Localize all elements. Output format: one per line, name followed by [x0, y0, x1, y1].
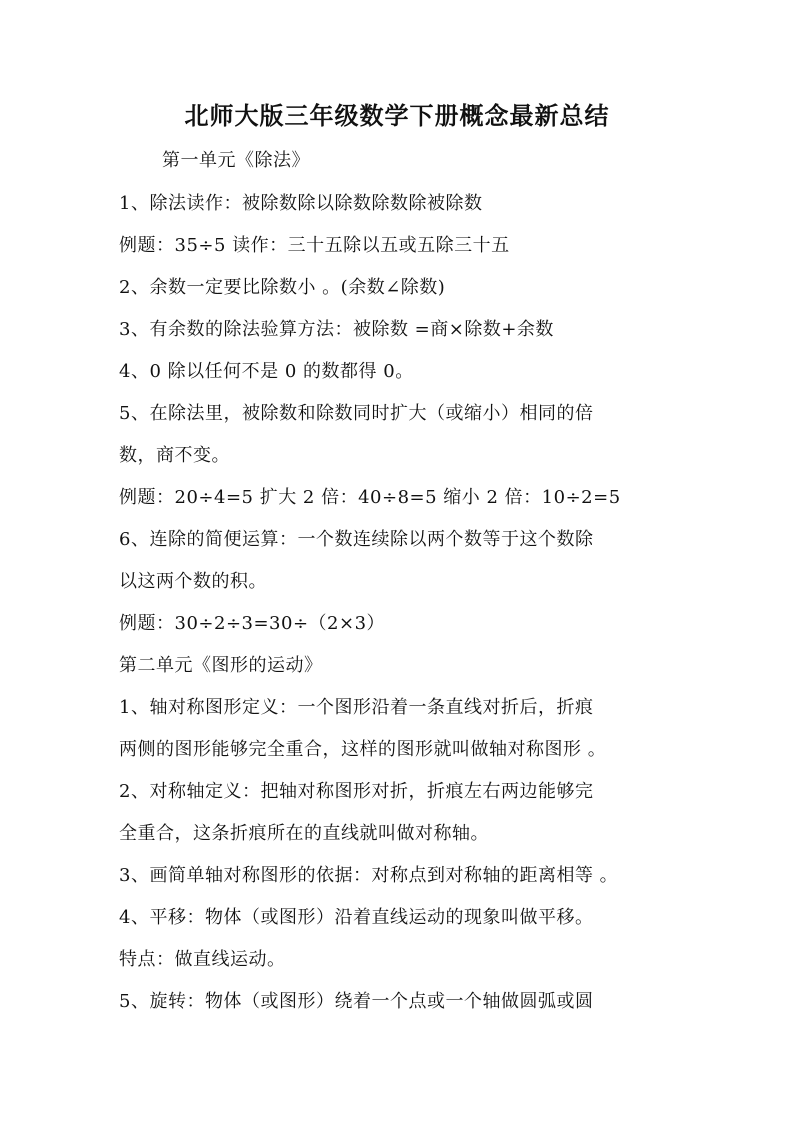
- document-title: 北师大版三年级数学下册概念最新总结: [184, 101, 610, 130]
- text-line: 4、0 除以任何不是 0 的数都得 0。: [119, 361, 414, 382]
- text-line: 4、平移：物体（或图形）沿着直线运动的现象叫做平移。: [119, 907, 594, 928]
- text-line: 例题：30÷2÷3=30÷（2×3）: [119, 613, 386, 634]
- text-line: 全重合，这条折痕所在的直线就叫做对称轴。: [119, 823, 489, 844]
- text-line: 特点：做直线运动。: [119, 949, 286, 970]
- text-line: 6、连除的简便运算：一个数连续除以两个数等于这个数除: [119, 529, 594, 550]
- text-line: 数，商不变。: [119, 445, 230, 466]
- text-line: 5、旋转：物体（或图形）绕着一个点或一个轴做圆弧或圆: [119, 991, 594, 1012]
- text-line: 3、画简单轴对称图形的依据：对称点到对称轴的距离相等 。: [119, 865, 619, 886]
- text-line: 例题：35÷5 读作：三十五除以五或五除三十五: [119, 235, 510, 256]
- text-line: 1、轴对称图形定义：一个图形沿着一条直线对折后，折痕: [119, 697, 594, 718]
- text-line: 例题：20÷4=5 扩大 2 倍：40÷8=5 缩小 2 倍：10÷2=5: [119, 487, 621, 508]
- text-line: 1、除法读作：被除数除以除数除数除被除数: [119, 193, 483, 214]
- text-line: 3、有余数的除法验算方法：被除数 =商×除数+余数: [119, 319, 554, 340]
- unit-2-heading: 第二单元《图形的运动》: [119, 655, 323, 676]
- text-line: 以这两个数的积。: [119, 571, 267, 592]
- text-line: 两侧的图形能够完全重合，这样的图形就叫做轴对称图形 。: [119, 739, 607, 760]
- text-line: 2、余数一定要比除数小 。(余数∠除数): [119, 277, 446, 298]
- unit-1-heading: 第一单元《除法》: [162, 150, 310, 171]
- text-line: 2、对称轴定义：把轴对称图形对折，折痕左右两边能够完: [119, 781, 594, 802]
- text-line: 5、在除法里，被除数和除数同时扩大（或缩小）相同的倍: [119, 403, 594, 424]
